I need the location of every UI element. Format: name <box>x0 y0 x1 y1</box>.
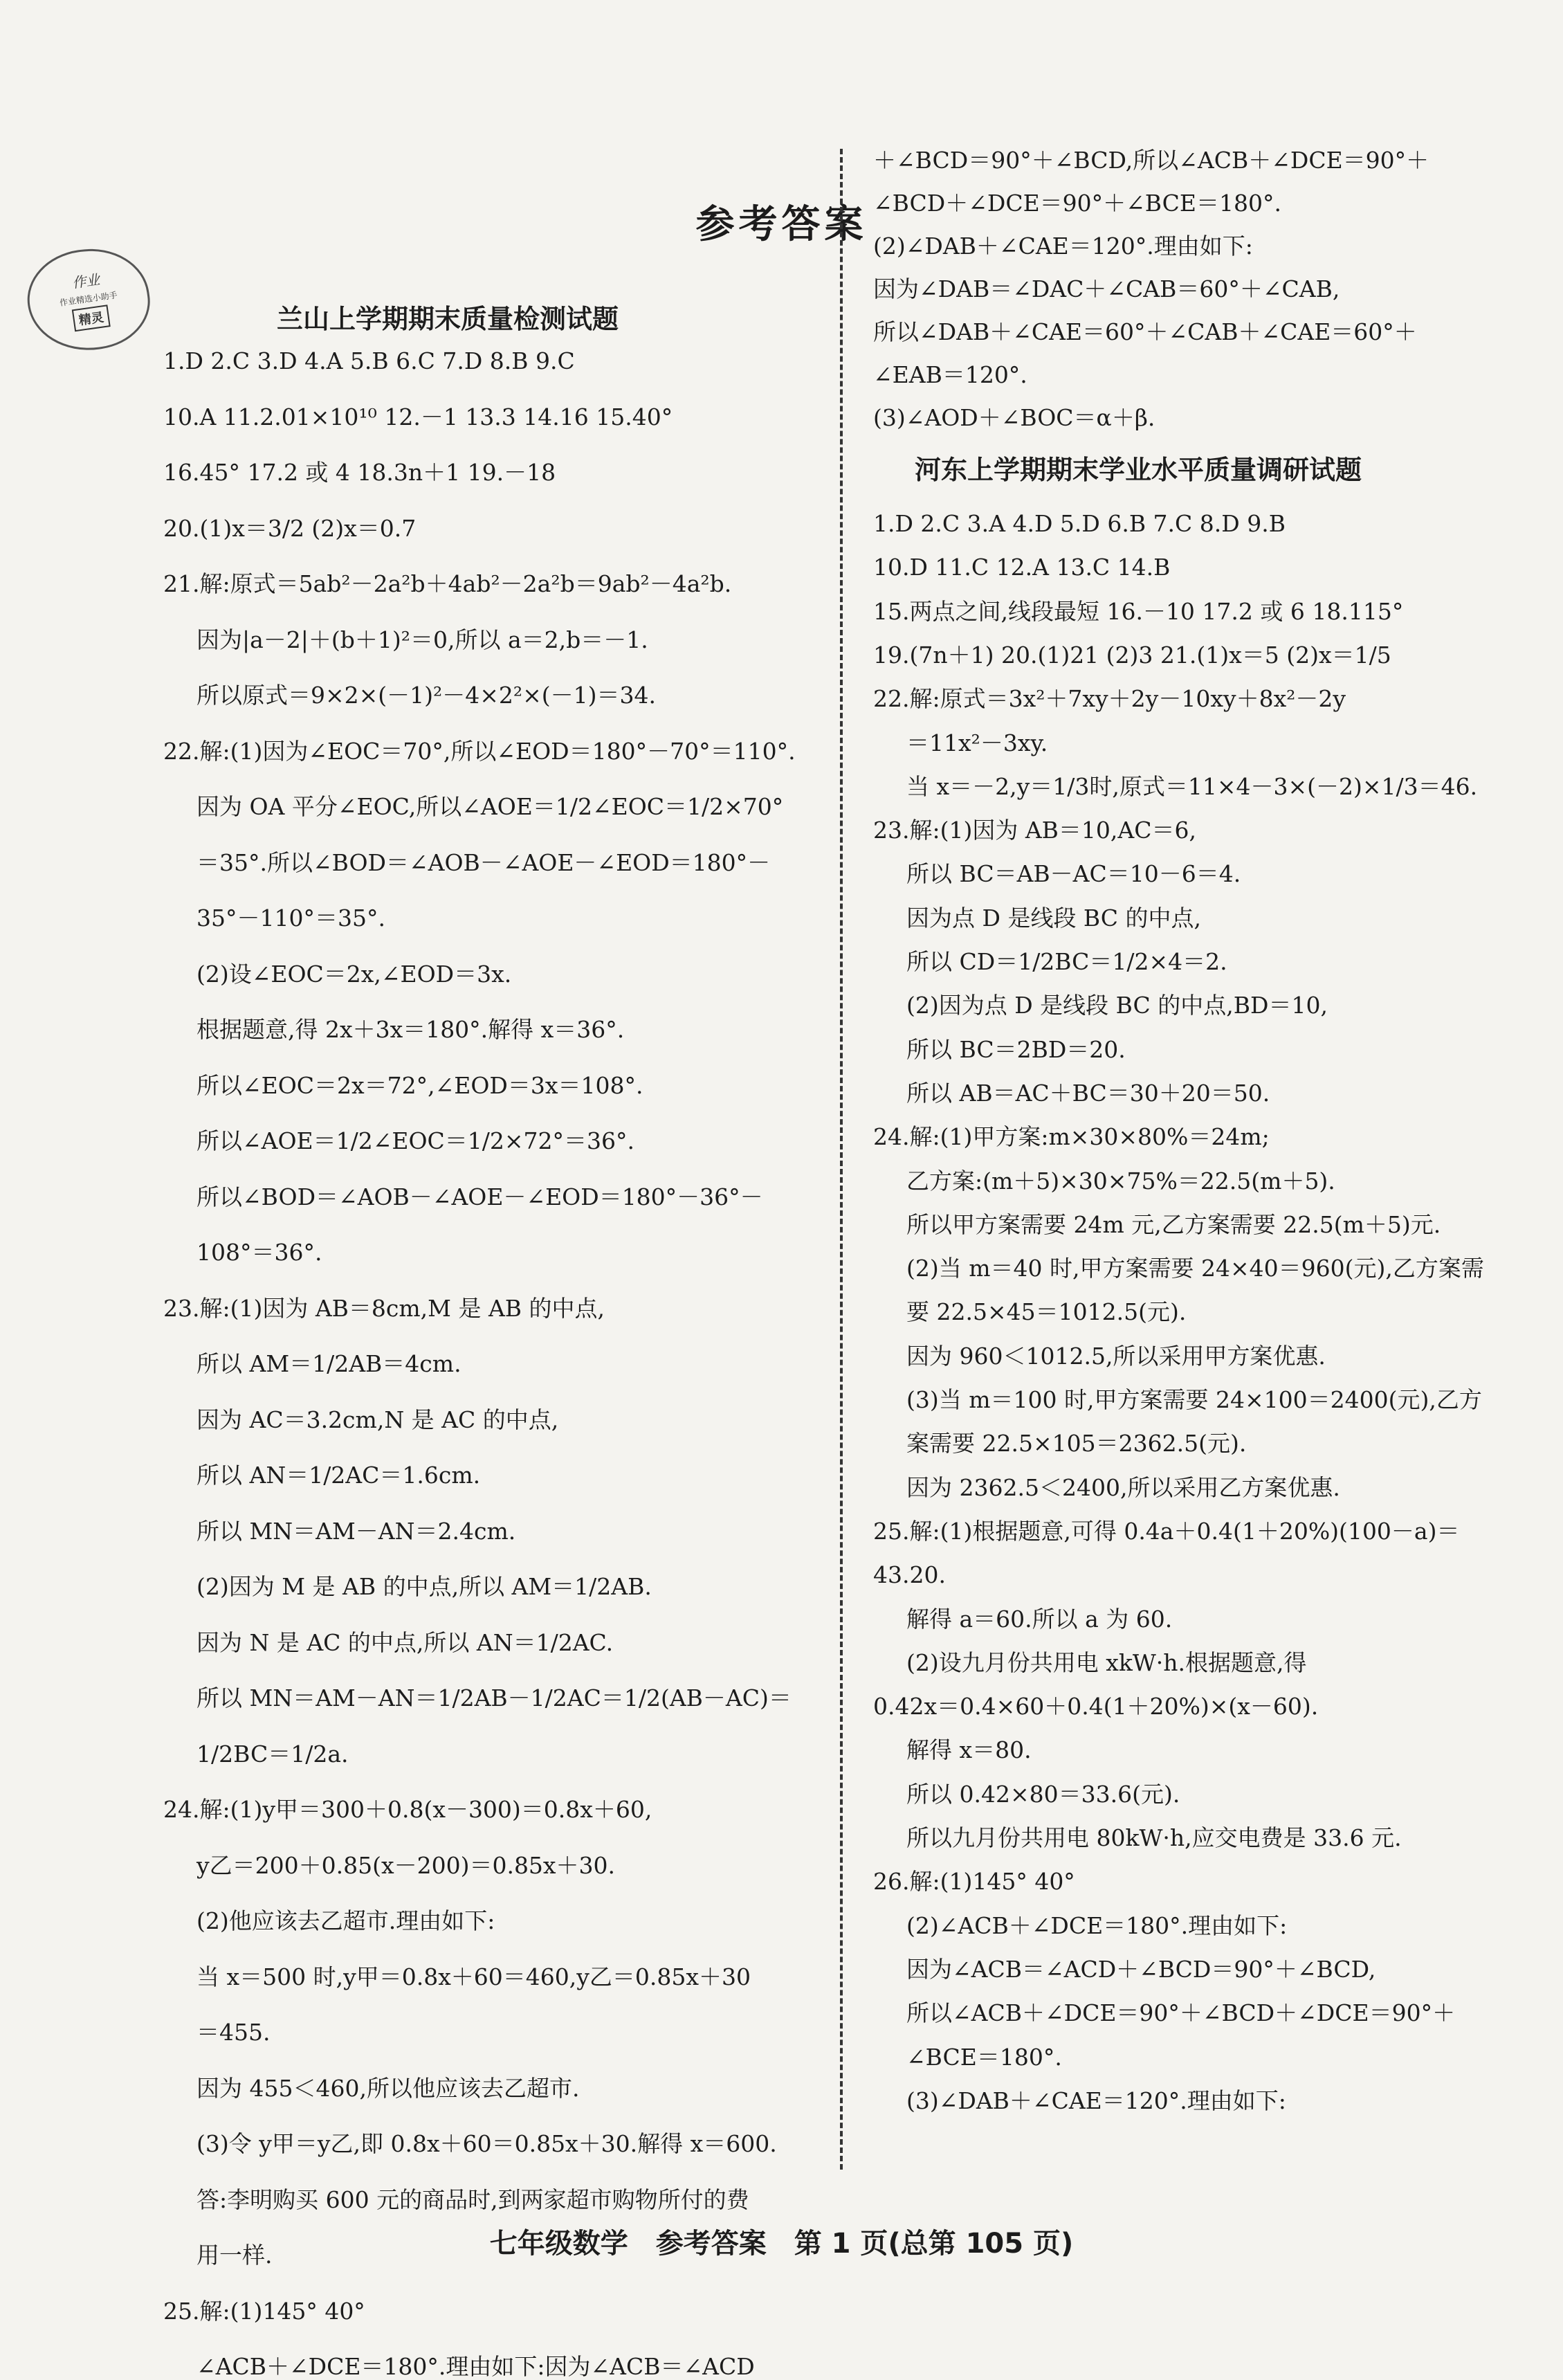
answer-line: 解得 a＝60.所以 a 为 60. <box>906 1605 1173 1633</box>
answer-line: 25.解:(1)根据题意,可得 0.4a＋0.4(1＋20%)(100－a)＝ <box>873 1517 1460 1545</box>
answer-line: 1.D 2.C 3.A 4.D 5.D 6.B 7.C 8.D 9.B <box>873 510 1286 537</box>
answer-line: 解得 x＝80. <box>906 1736 1032 1764</box>
answer-line: 所以 AN＝1/2AC＝1.6cm. <box>196 1462 481 1489</box>
answer-line: (2)因为 M 是 AB 的中点,所以 AM＝1/2AB. <box>196 1573 652 1600</box>
answer-line: 要 22.5×45＝1012.5(元). <box>906 1298 1187 1326</box>
page-footer: 七年级数学 参考答案 第 1 页(总第 105 页) <box>489 2228 1074 2260</box>
column-divider <box>840 149 843 2170</box>
answer-line: 所以 BC＝AB－AC＝10－6＝4. <box>906 860 1241 888</box>
answer-line: 10.A 11.2.01×10¹⁰ 12.－1 13.3 14.16 15.40° <box>163 403 673 430</box>
answer-line: 因为∠ACB＝∠ACD＋∠BCD＝90°＋∠BCD, <box>906 1955 1376 1983</box>
answer-line: 所以∠BOD＝∠AOB－∠AOE－∠EOD＝180°－36°－ <box>196 1183 763 1210</box>
answer-line: (2)设九月份共用电 xkW·h.根据题意,得 <box>906 1648 1307 1676</box>
answer-line: 因为 960＜1012.5,所以采用甲方案优惠. <box>906 1342 1326 1370</box>
answer-line: 所以 CD＝1/2BC＝1/2×4＝2. <box>906 948 1227 975</box>
answer-line: 因为|a－2|＋(b＋1)²＝0,所以 a＝2,b＝－1. <box>196 626 648 653</box>
answer-line: 1.D 2.C 3.D 4.A 5.B 6.C 7.D 8.B 9.C <box>163 347 575 374</box>
answer-line: 所以原式＝9×2×(－1)²－4×2²×(－1)＝34. <box>196 682 657 709</box>
answer-line: (2)他应该去乙超市.理由如下: <box>196 1907 495 1934</box>
answer-line: (3)∠AOD＋∠BOC＝α＋β. <box>873 404 1155 431</box>
answer-line: 10.D 11.C 12.A 13.C 14.B <box>873 554 1171 581</box>
answer-line: 当 x＝－2,y＝1/3时,原式＝11×4－3×(－2)×1/3＝46. <box>906 772 1478 800</box>
answer-line: ＋∠BCD＝90°＋∠BCD,所以∠ACB＋∠DCE＝90°＋ <box>873 147 1429 174</box>
answer-line: 所以∠EOC＝2x＝72°,∠EOD＝3x＝108°. <box>196 1071 643 1099</box>
answer-line: 因为 2362.5＜2400,所以采用乙方案优惠. <box>906 1473 1340 1501</box>
answer-line: 所以 AM＝1/2AB＝4cm. <box>196 1350 461 1377</box>
answer-line: (2)因为点 D 是线段 BC 的中点,BD＝10, <box>906 992 1328 1019</box>
answer-line: 22.解:原式＝3x²＋7xy＋2y－10xy＋8x²－2y <box>873 685 1346 713</box>
answer-line: y乙＝200＋0.85(x－200)＝0.85x＋30. <box>196 1851 616 1879</box>
answer-line: 108°＝36°. <box>196 1239 322 1266</box>
answer-line: 所以 MN＝AM－AN＝2.4cm. <box>196 1517 516 1545</box>
answer-line: ∠BCE＝180°. <box>906 2043 1062 2071</box>
answer-line: (2)∠DAB＋∠CAE＝120°.理由如下: <box>873 233 1253 260</box>
left-section-title: 兰山上学期期末质量检测试题 <box>277 304 619 334</box>
answer-line: (2)当 m＝40 时,甲方案需要 24×40＝960(元),乙方案需 <box>906 1255 1484 1282</box>
answer-line: 21.解:原式＝5ab²－2a²b＋4ab²－2a²b＝9ab²－4a²b. <box>163 570 732 597</box>
answer-line: ∠EAB＝120°. <box>873 361 1027 388</box>
answer-line: 20.(1)x＝3/2 (2)x＝0.7 <box>163 514 417 542</box>
answer-line: 22.解:(1)因为∠EOC＝70°,所以∠EOD＝180°－70°＝110°. <box>163 737 796 765</box>
stamp-line2: 作业精选小助手 <box>59 290 118 308</box>
answer-line: 所以甲方案需要 24m 元,乙方案需要 22.5(m＋5)元. <box>906 1210 1441 1238</box>
answer-line: 19.(7n＋1) 20.(1)21 (2)3 21.(1)x＝5 (2)x＝1/5 <box>873 641 1391 669</box>
answer-line: 所以 AB＝AC＋BC＝30＋20＝50. <box>906 1079 1270 1107</box>
answer-line: ＝35°.所以∠BOD＝∠AOB－∠AOE－∠EOD＝180°－ <box>196 848 771 876</box>
answer-line: 23.解:(1)因为 AB＝10,AC＝6, <box>873 817 1196 844</box>
answer-line: 因为点 D 是线段 BC 的中点, <box>906 904 1202 932</box>
answer-line: 用一样. <box>196 2242 273 2269</box>
answer-line: 23.解:(1)因为 AB＝8cm,M 是 AB 的中点, <box>163 1294 605 1322</box>
answer-line: 因为 455＜460,所以他应该去乙超市. <box>196 2074 580 2102</box>
answer-line: 43.20. <box>873 1561 946 1589</box>
answer-line: 15.两点之间,线段最短 16.－10 17.2 或 6 18.115° <box>873 597 1404 625</box>
answer-line: (3)令 y甲＝y乙,即 0.8x＋60＝0.85x＋30.解得 x＝600. <box>196 2130 777 2157</box>
answer-line: ＝11x²－3xy. <box>906 729 1048 756</box>
answer-line: 因为 N 是 AC 的中点,所以 AN＝1/2AC. <box>196 1628 614 1656</box>
answer-line: 25.解:(1)145° 40° <box>163 2297 365 2325</box>
answer-line: (2)∠ACB＋∠DCE＝180°.理由如下: <box>906 1911 1288 1939</box>
answer-line: 乙方案:(m＋5)×30×75%＝22.5(m＋5). <box>906 1167 1335 1194</box>
answer-line: ∠BCD＋∠DCE＝90°＋∠BCE＝180°. <box>873 190 1281 217</box>
answer-line: 根据题意,得 2x＋3x＝180°.解得 x＝36°. <box>196 1016 625 1043</box>
answer-line: 当 x＝500 时,y甲＝0.8x＋60＝460,y乙＝0.85x＋30 <box>196 1963 751 1990</box>
answer-line: 35°－110°＝35°. <box>196 905 385 932</box>
answer-line: (3)∠DAB＋∠CAE＝120°.理由如下: <box>906 2087 1286 2114</box>
answer-line: 答:李明购买 600 元的商品时,到两家超市购物所付的费 <box>196 2186 749 2213</box>
answer-line: 因为∠DAB＝∠DAC＋∠CAB＝60°＋∠CAB, <box>873 275 1340 302</box>
stamp-logo <box>21 241 156 358</box>
answer-line: 所以九月份共用电 80kW·h,应交电费是 33.6 元. <box>906 1824 1402 1851</box>
right-section-title: 河东上学期期末学业水平质量调研试题 <box>915 455 1362 485</box>
answer-line: 26.解:(1)145° 40° <box>873 1868 1075 1896</box>
answer-line: 所以∠ACB＋∠DCE＝90°＋∠BCD＋∠DCE＝90°＋ <box>906 1999 1456 2027</box>
answer-line: 24.解:(1)y甲＝300＋0.8(x－300)＝0.8x＋60, <box>163 1796 652 1823</box>
answer-line: (2)设∠EOC＝2x,∠EOD＝3x. <box>196 960 512 988</box>
answer-line: 16.45° 17.2 或 4 18.3n＋1 19.－18 <box>163 459 556 486</box>
answer-line: 所以 BC＝2BD＝20. <box>906 1035 1126 1063</box>
answer-line: 所以∠AOE＝1/2∠EOC＝1/2×72°＝36°. <box>196 1127 635 1154</box>
answer-line: 1/2BC＝1/2a. <box>196 1740 349 1768</box>
answer-line: 所以 MN＝AM－AN＝1/2AB－1/2AC＝1/2(AB－AC)＝ <box>196 1684 792 1711</box>
answer-line: 24.解:(1)甲方案:m×30×80%＝24m; <box>873 1123 1270 1151</box>
stamp-line1: 作业 <box>71 271 101 291</box>
page-title: 参考答案 <box>695 202 868 247</box>
answer-line: 所以∠DAB＋∠CAE＝60°＋∠CAB＋∠CAE＝60°＋ <box>873 318 1417 345</box>
answer-line: (3)当 m＝100 时,甲方案需要 24×100＝2400(元),乙方 <box>906 1386 1482 1413</box>
stamp-line3: 精灵 <box>72 305 111 331</box>
answer-line: 所以 0.42×80＝33.6(元). <box>906 1780 1180 1808</box>
answer-line: ∠ACB＋∠DCE＝180°.理由如下:因为∠ACB＝∠ACD <box>196 2353 755 2380</box>
answer-line: 案需要 22.5×105＝2362.5(元). <box>906 1430 1247 1457</box>
answer-line: 因为 AC＝3.2cm,N 是 AC 的中点, <box>196 1406 559 1433</box>
answer-line: 因为 OA 平分∠EOC,所以∠AOE＝1/2∠EOC＝1/2×70° <box>196 793 784 820</box>
answer-line: ＝455. <box>196 2019 271 2046</box>
answer-line: 0.42x＝0.4×60＋0.4(1＋20%)×(x－60). <box>873 1693 1319 1720</box>
